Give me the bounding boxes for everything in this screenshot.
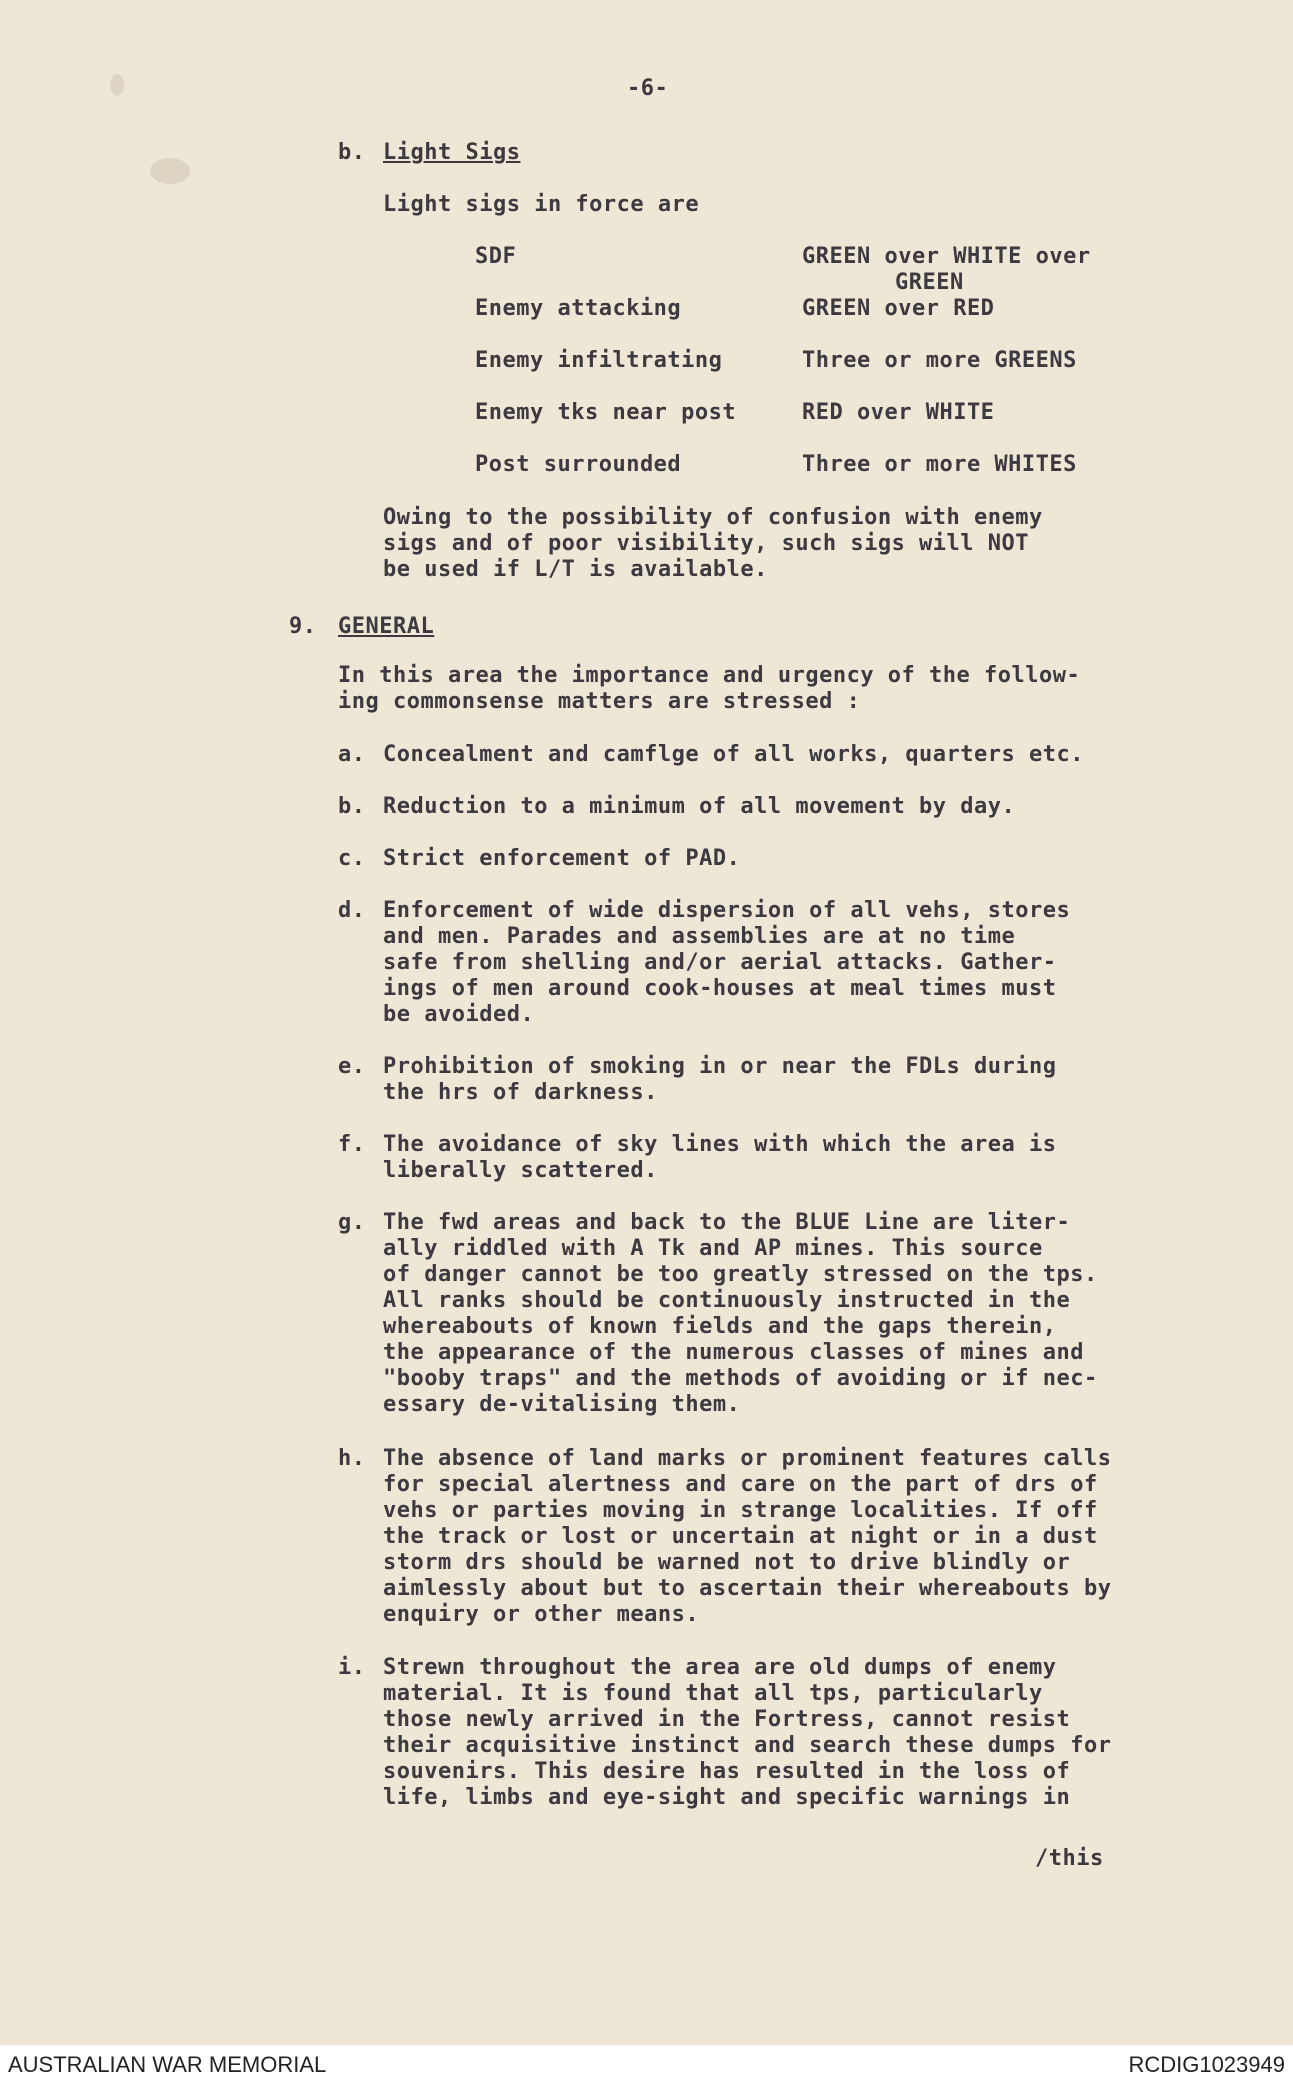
sig-signal: RED over WHITE [802, 400, 995, 425]
item-label: h. [338, 1446, 366, 1471]
item-line: their acquisitive instinct and search these dumps for [383, 1733, 1112, 1758]
sig-event: Enemy infiltrating [475, 348, 723, 373]
item-label: b. [338, 794, 366, 819]
paper-stain [110, 74, 124, 96]
page-number: -6- [627, 76, 669, 101]
item-line: essary de-vitalising them. [383, 1392, 741, 1417]
item-line: "booby traps" and the methods of avoiding or if nec- [383, 1366, 1098, 1391]
light-sigs-note-line: Owing to the possibility of confusion with enemy [383, 505, 1043, 530]
light-sigs-intro: Light sigs in force are [383, 192, 700, 217]
item-line: ings of men around cook-houses at meal times must [383, 976, 1057, 1001]
item-line: Strict enforcement of PAD. [383, 846, 741, 871]
footer-record-id: RCDIG1023949 [1128, 2052, 1285, 2077]
paper-stain [150, 158, 190, 184]
item-label: g. [338, 1210, 366, 1235]
sig-signal: GREEN over RED [802, 296, 995, 321]
section-heading: GENERAL [338, 614, 435, 639]
light-sigs-heading: Light Sigs [383, 140, 521, 165]
sig-event: SDF [475, 244, 517, 269]
section-number: 9. [289, 614, 317, 639]
item-line: The fwd areas and back to the BLUE Line are liter- [383, 1210, 1071, 1235]
sig-signal: Three or more GREENS [802, 348, 1077, 373]
sig-signal: GREEN over WHITE over [802, 244, 1091, 269]
item-line: material. It is found that all tps, particularly [383, 1681, 1043, 1706]
item-line: the appearance of the numerous classes of mines and [383, 1340, 1085, 1365]
item-line: and men. Parades and assemblies are at no time [383, 924, 1016, 949]
light-sigs-note-line: be used if L/T is available. [383, 557, 768, 582]
item-line: souvenirs. This desire has resulted in the loss of [383, 1759, 1071, 1784]
sig-event: Enemy tks near post [475, 400, 737, 425]
light-sigs-note-line: sigs and of poor visibility, such sigs will NOT [383, 531, 1030, 556]
item-line: for special alertness and care on the part of drs of [383, 1472, 1098, 1497]
item-line: the track or lost or uncertain at night or in a dust [383, 1524, 1098, 1549]
item-label: d. [338, 898, 366, 923]
item-line: Concealment and camflge of all works, quarters etc. [383, 742, 1085, 767]
item-line: The absence of land marks or prominent features calls [383, 1446, 1112, 1471]
item-line: Enforcement of wide dispersion of all vehs, stores [383, 898, 1071, 923]
item-line: life, limbs and eye-sight and specific warnings in [383, 1785, 1071, 1810]
item-line: Reduction to a minimum of all movement by day. [383, 794, 1016, 819]
sig-event: Post surrounded [475, 452, 682, 477]
sig-signal: Three or more WHITES [802, 452, 1077, 477]
item-line: All ranks should be continuously instructed in the [383, 1288, 1071, 1313]
item-line: Strewn throughout the area are old dumps of enemy [383, 1655, 1057, 1680]
item-line: The avoidance of sky lines with which the area is [383, 1132, 1057, 1157]
sig-event: Enemy attacking [475, 296, 682, 321]
item-label: f. [338, 1132, 366, 1157]
item-label: i. [338, 1655, 366, 1680]
item-label: e. [338, 1054, 366, 1079]
item-line: safe from shelling and/or aerial attacks. Gather- [383, 950, 1057, 975]
item-line: ally riddled with A Tk and AP mines. This source [383, 1236, 1043, 1261]
item-label: c. [338, 846, 366, 871]
item-line: aimlessly about but to ascertain their whereabouts by [383, 1576, 1112, 1601]
general-intro-line: In this area the importance and urgency of the follow- [338, 663, 1081, 688]
item-line: those newly arrived in the Fortress, cannot resist [383, 1707, 1071, 1732]
item-line: whereabouts of known fields and the gaps therein, [383, 1314, 1057, 1339]
item-line: storm drs should be warned not to drive blindly or [383, 1550, 1071, 1575]
item-line: of danger cannot be too greatly stressed on the tps. [383, 1262, 1098, 1287]
footer-archive-name: AUSTRALIAN WAR MEMORIAL [8, 2052, 327, 2077]
item-label: a. [338, 742, 366, 767]
item-line: the hrs of darkness. [383, 1080, 658, 1105]
light-sigs-label: b. [338, 140, 366, 165]
item-line: liberally scattered. [383, 1158, 658, 1183]
item-line: vehs or parties moving in strange localities. If off [383, 1498, 1098, 1523]
continuation-catchword: /this [1035, 1846, 1104, 1871]
general-intro-line: ing commonsense matters are stressed : [338, 689, 861, 714]
item-line: enquiry or other means. [383, 1602, 700, 1627]
item-line: be avoided. [383, 1002, 535, 1027]
item-line: Prohibition of smoking in or near the FDLs during [383, 1054, 1057, 1079]
sig-signal-cont: GREEN [895, 270, 964, 295]
